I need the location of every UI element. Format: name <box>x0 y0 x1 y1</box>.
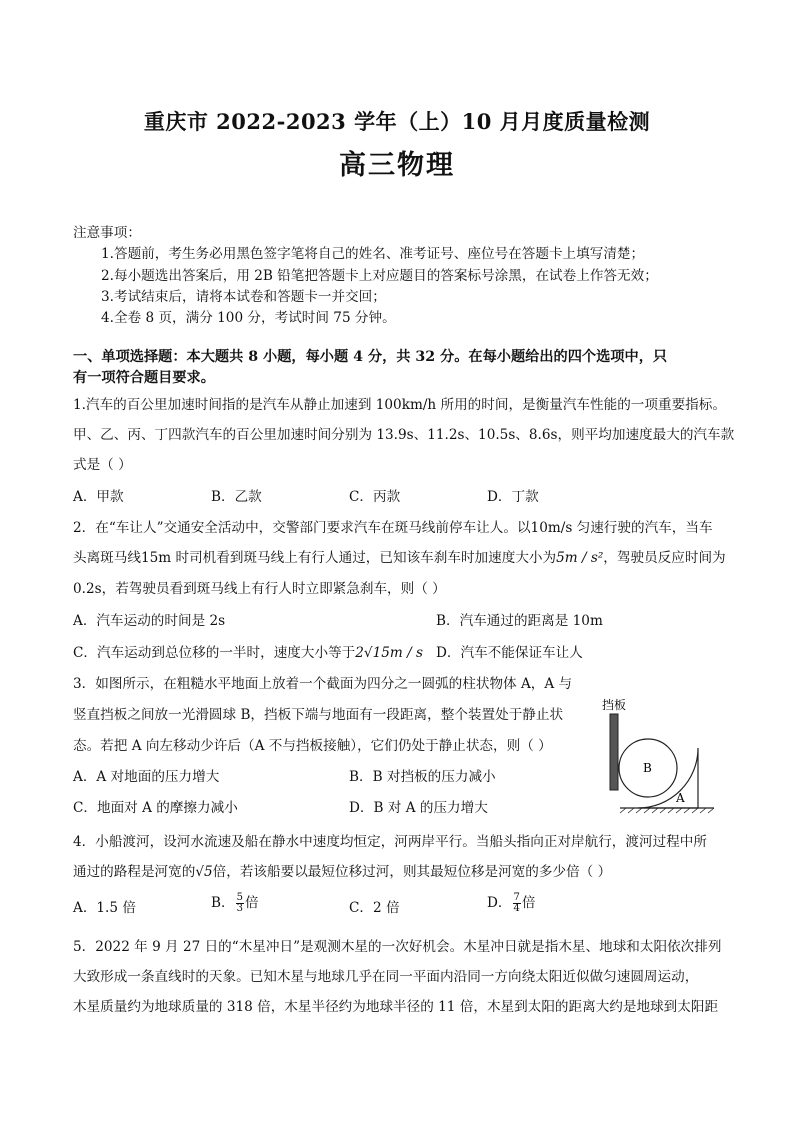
q4-text: 4．小船渡河，设河水流速及船在静水中速度均恒定，河两岸平行。当船头指向正对岸航行，渡河过程中所 <box>73 834 707 850</box>
notice-item: 3.考试结束后，请将本试卷和答题卡一并交回； <box>101 289 386 305</box>
q5-text: 木星质量约为地球质量的 318 倍，木星半径约为地球半径的 11 倍，木星到太阳的距离大约是地球到太阳距 <box>73 999 719 1015</box>
fraction-numerator: 5 <box>236 892 243 903</box>
fraction-denominator: 4 <box>513 903 520 914</box>
notice-item: 2.每小题选出答案后，用 2B 铅笔把答题卡上对应题目的答案标号涂黑，在试卷上作答无效； <box>101 268 658 284</box>
q4-option-d-fraction <box>513 893 521 914</box>
q1-option-b: B．乙款 <box>211 489 262 505</box>
q3-figure-svg <box>598 694 720 814</box>
q2-acceleration: 5m / s² <box>556 550 604 566</box>
q2-option-d: D．汽车不能保证车让人 <box>436 645 583 661</box>
q4-option-c: C．2 倍 <box>349 900 400 916</box>
q1-text: 1.汽车的百公里加速时间指的是汽车从静止加速到 100km/h 所用的时间，是衡量汽车性能的一项重要指标。 <box>73 397 726 413</box>
q3-text: 3．如图所示，在粗糙水平地面上放着一个截面为四分之一圆弧的柱状物体 A，A 与 <box>73 676 573 692</box>
q2-text-part: 头离斑马线15m 时司机看到斑马线上有行人通过，已知该车刹车时加速度大小为 <box>73 550 557 566</box>
q2-text: 0.2s，若驾驶员看到斑马线上有行人时立即紧急刹车，则（ ） <box>73 581 446 597</box>
block-label: A <box>676 791 685 805</box>
fraction-numerator: 7 <box>513 892 520 903</box>
notice-heading: 注意事项： <box>73 225 141 241</box>
q1-option-c: C．丙款 <box>349 489 401 505</box>
q4-text <box>73 863 611 881</box>
q5-text: 大致形成一条直线时的天象。已知木星与地球几乎在同一平面内沿同一方向绕太阳近似做匀速圆周运动， <box>73 969 699 985</box>
q3-option-a: A．A 对地面的压力增大 <box>73 769 220 785</box>
q2-option-c-text: C．汽车运动到总位移的一半时，速度大小等于 <box>73 645 356 661</box>
q4-option-b-fraction <box>236 893 244 914</box>
q4-option-b <box>211 893 259 914</box>
q1-option-d: D．丁款 <box>487 489 539 505</box>
q4-option-d <box>487 893 535 914</box>
section-heading: 一、单项选择题：本大题共 8 小题，每小题 4 分，共 32 分。在每小题给出的四个选项中，只 <box>73 349 668 365</box>
exam-title: 重庆市 2022-2023 学年（上）10 月月度质量检测 <box>143 109 651 134</box>
q3-figure <box>598 694 720 814</box>
q2-option-c <box>73 644 423 662</box>
fraction-denominator: 3 <box>236 903 243 914</box>
q4-text-part: 倍，若该船要以最短位移过河，则其最短位移是河宽的多少倍（ ） <box>212 864 612 880</box>
q1-option-a: A．甲款 <box>73 489 124 505</box>
q4-option-a: A．1.5 倍 <box>73 900 136 916</box>
q5-text: 5．2022 年 9 月 27 日的“木星冲日”是观测木星的一次好机会。木星冲日就是指木星、地球和太阳依次排列 <box>73 939 722 955</box>
q4-option-d-suffix: 倍 <box>521 895 536 911</box>
ground-hatch <box>620 808 714 813</box>
notice-item: 4.全卷 8 页，满分 100 分，考试时间 75 分钟。 <box>101 310 396 326</box>
board-label: 挡板 <box>602 698 627 712</box>
q3-option-d: D．B 对 A 的压力增大 <box>349 800 488 816</box>
subject-title: 高三物理 <box>339 150 455 181</box>
board-shape <box>610 714 618 790</box>
q4-option-b-suffix: 倍 <box>244 895 259 911</box>
q2-option-b: B．汽车通过的距离是 10m <box>436 613 603 629</box>
q1-text: 甲、乙、丙、丁四款汽车的百公里加速时间分别为 13.9s、11.2s、10.5s、8.6s，则平均加速度最大的汽车款 <box>73 427 735 443</box>
q3-option-c: C．地面对 A 的摩擦力减小 <box>73 800 238 816</box>
q3-option-b: B．B 对挡板的压力减小 <box>349 769 496 785</box>
q4-option-d-prefix: D． <box>487 895 512 911</box>
q2-text-part: ，驾驶员反应时间为 <box>603 550 726 566</box>
q2-option-c-value: 2√15m / s <box>355 645 423 661</box>
q2-text: 2．在“车让人”交通安全活动中，交警部门要求汽车在斑马线前停车让人。以10m/s 匀速行驶的汽车，当车 <box>73 520 713 536</box>
q2-option-a: A．汽车运动的时间是 2s <box>73 613 226 629</box>
block-a-shape <box>638 748 698 808</box>
q3-text: 态。若把 A 向左移动少许后（A 不与挡板接触），它们仍处于静止状态，则（ ） <box>73 738 552 754</box>
notice-item: 1.答题前，考生务必用黑色签字笔将自己的姓名、准考证号、座位号在答题卡上填写清楚； <box>101 246 645 262</box>
q2-text <box>73 549 726 567</box>
section-heading-cont: 有一项符合题目要求。 <box>73 370 215 386</box>
q4-text-part: 通过的路程是河宽的 <box>73 864 196 880</box>
q3-text: 竖直挡板之间放一光滑圆球 B，挡板下端与地面有一段距离，整个装置处于静止状 <box>73 707 564 723</box>
q4-option-b-prefix: B． <box>211 895 235 911</box>
q4-sqrt-value: √5 <box>195 864 213 880</box>
ball-label: B <box>643 761 652 775</box>
q1-text: 式是（ ） <box>73 457 132 473</box>
